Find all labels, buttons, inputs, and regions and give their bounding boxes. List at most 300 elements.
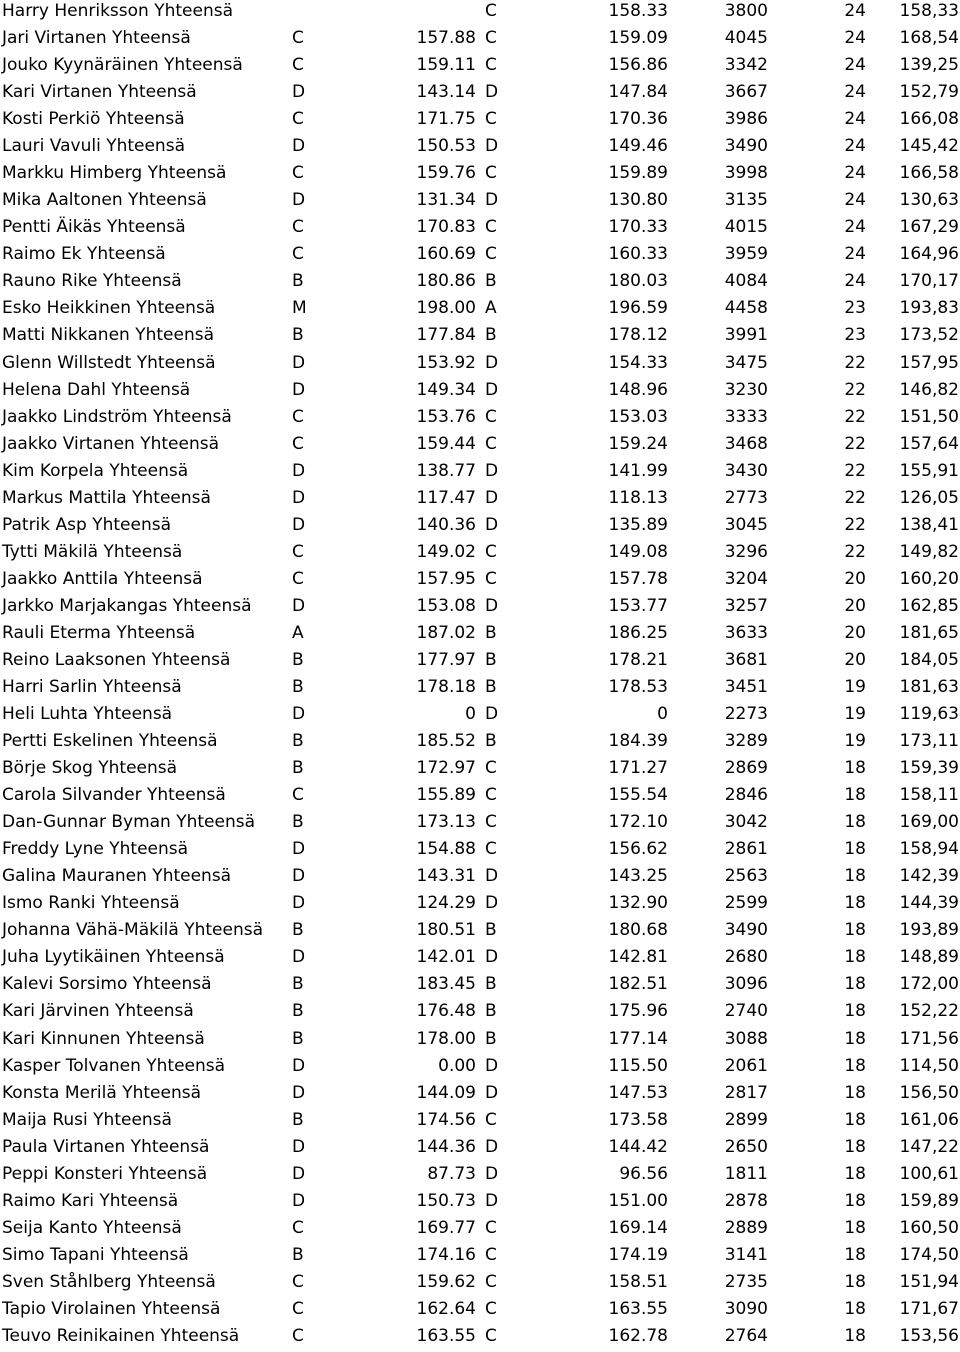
games-count: 18: [844, 920, 866, 941]
class-2: B: [485, 920, 497, 941]
season-average: 100,61: [899, 1163, 959, 1184]
player-name: Patrik Asp Yhteensä: [2, 514, 172, 535]
table-row: [0, 485, 960, 512]
table-row: [0, 620, 960, 647]
average-1: 131.34: [416, 190, 476, 211]
season-average: 166,08: [899, 109, 959, 130]
games-count: 18: [844, 758, 866, 779]
average-1: 155.89: [416, 785, 476, 806]
player-name: Kim Korpela Yhteensä: [2, 460, 189, 481]
player-name: Mika Aaltonen Yhteensä: [2, 190, 207, 211]
class-1: C: [292, 433, 304, 454]
average-1: 153.76: [416, 406, 476, 427]
class-1: C: [292, 541, 304, 562]
total-pins: 3289: [724, 731, 768, 752]
games-count: 18: [844, 1001, 866, 1022]
season-average: 152,22: [899, 1001, 959, 1022]
average-2: 158.33: [608, 1, 668, 21]
season-average: 181,63: [899, 677, 959, 697]
player-name: Markku Himberg Yhteensä: [2, 163, 227, 184]
table-row: [0, 241, 960, 268]
average-2: 163.55: [608, 1298, 668, 1319]
average-2: 149.46: [608, 136, 668, 157]
class-1: C: [292, 406, 304, 427]
games-count: 24: [844, 217, 866, 238]
games-count: 22: [844, 406, 866, 427]
class-2: B: [485, 649, 497, 670]
average-1: 140.36: [416, 514, 476, 535]
total-pins: 3800: [724, 1, 768, 21]
table-row: [0, 971, 960, 998]
class-2: D: [485, 1190, 499, 1211]
class-1: C: [292, 55, 304, 76]
table-row: [0, 1107, 960, 1134]
games-count: 19: [844, 731, 866, 752]
class-2: D: [485, 866, 499, 887]
player-name: Matti Nikkanen Yhteensä: [2, 325, 214, 346]
season-average: 157,64: [899, 433, 959, 454]
table-row: [0, 25, 960, 52]
average-1: 174.16: [416, 1244, 476, 1265]
class-2: C: [485, 244, 497, 265]
class-2: B: [485, 325, 497, 346]
games-count: 18: [844, 839, 866, 860]
total-pins: 3342: [724, 55, 768, 76]
table-row: [0, 1242, 960, 1269]
season-average: 161,06: [899, 1109, 959, 1130]
season-average: 138,41: [899, 514, 959, 535]
class-2: C: [485, 839, 497, 860]
season-average: 171,67: [899, 1298, 959, 1319]
season-average: 147,22: [899, 1136, 959, 1157]
games-count: 18: [844, 1217, 866, 1238]
season-average: 159,89: [899, 1190, 959, 1211]
season-average: 151,94: [899, 1271, 959, 1292]
average-2: 147.84: [608, 82, 668, 103]
season-average: 162,85: [899, 595, 959, 616]
class-2: B: [485, 1001, 497, 1022]
table-row: [0, 404, 960, 431]
table-row: [0, 593, 960, 620]
season-average: 159,39: [899, 758, 959, 779]
average-2: 171.27: [608, 758, 668, 779]
player-name: Ismo Ranki Yhteensä: [2, 893, 180, 914]
class-2: C: [485, 406, 497, 427]
games-count: 18: [844, 785, 866, 806]
total-pins: 2650: [724, 1136, 768, 1157]
total-pins: 3090: [724, 1298, 768, 1319]
class-1: B: [292, 731, 304, 752]
class-1: D: [292, 1082, 306, 1103]
table-row: [0, 0, 960, 25]
player-name: Jarkko Marjakangas Yhteensä: [2, 595, 252, 616]
games-count: 24: [844, 136, 866, 157]
player-name: Tapio Virolainen Yhteensä: [2, 1298, 221, 1319]
class-2: D: [485, 136, 499, 157]
average-1: 143.14: [416, 82, 476, 103]
average-1: 153.92: [416, 352, 476, 373]
average-2: 173.58: [608, 1109, 668, 1130]
total-pins: 3135: [724, 190, 768, 211]
table-row: [0, 160, 960, 187]
average-2: 115.50: [608, 1055, 668, 1076]
average-1: 149.34: [416, 379, 476, 400]
class-1: D: [292, 82, 306, 103]
player-name: Teuvo Reinikainen Yhteensä: [2, 1325, 240, 1346]
games-count: 18: [844, 1028, 866, 1049]
average-1: 178.00: [416, 1028, 476, 1049]
average-2: 162.78: [608, 1325, 668, 1346]
average-1: 177.97: [416, 649, 476, 670]
player-name: Glenn Willstedt Yhteensä: [2, 352, 216, 373]
table-row: [0, 1215, 960, 1242]
season-average: 149,82: [899, 541, 959, 562]
season-average: 193,83: [899, 298, 959, 319]
season-average: 160,20: [899, 568, 959, 589]
total-pins: 2817: [724, 1082, 768, 1103]
average-2: 158.51: [608, 1271, 668, 1292]
player-name: Heli Luhta Yhteensä: [2, 704, 173, 725]
player-name: Kosti Perkiö Yhteensä: [2, 109, 185, 130]
games-count: 18: [844, 1082, 866, 1103]
season-average: 139,25: [899, 55, 959, 76]
class-2: C: [485, 1271, 497, 1292]
table-row: [0, 1134, 960, 1161]
average-1: 180.51: [416, 920, 476, 941]
average-1: 177.84: [416, 325, 476, 346]
games-count: 24: [844, 1, 866, 21]
table-row: [0, 701, 960, 728]
class-2: C: [485, 568, 497, 589]
player-name: Rauno Rike Yhteensä: [2, 271, 182, 292]
table-row: [0, 133, 960, 160]
class-2: D: [485, 704, 499, 725]
average-2: 143.25: [608, 866, 668, 887]
average-1: 153.08: [416, 595, 476, 616]
class-2: B: [485, 271, 497, 292]
season-average: 193,89: [899, 920, 959, 941]
games-count: 22: [844, 433, 866, 454]
total-pins: 2563: [724, 866, 768, 887]
games-count: 20: [844, 649, 866, 670]
player-name: Carola Silvander Yhteensä: [2, 785, 226, 806]
class-1: D: [292, 460, 306, 481]
total-pins: 3257: [724, 595, 768, 616]
total-pins: 1811: [724, 1163, 768, 1184]
player-name: Kasper Tolvanen Yhteensä: [2, 1055, 226, 1076]
class-1: B: [292, 677, 304, 697]
average-1: 157.88: [416, 28, 476, 49]
games-count: 18: [844, 1136, 866, 1157]
class-2: C: [485, 217, 497, 238]
table-row: [0, 890, 960, 917]
total-pins: 2889: [724, 1217, 768, 1238]
season-average: 157,95: [899, 352, 959, 373]
average-1: 173.13: [416, 812, 476, 833]
player-name: Peppi Konsteri Yhteensä: [2, 1163, 208, 1184]
average-2: 184.39: [608, 731, 668, 752]
class-2: B: [485, 974, 497, 995]
class-2: C: [485, 1325, 497, 1346]
average-2: 175.96: [608, 1001, 668, 1022]
games-count: 18: [844, 893, 866, 914]
games-count: 24: [844, 271, 866, 292]
season-average: 164,96: [899, 244, 959, 265]
total-pins: 2899: [724, 1109, 768, 1130]
player-name: Dan-Gunnar Byman Yhteensä: [2, 812, 256, 833]
average-1: 144.36: [416, 1136, 476, 1157]
class-1: D: [292, 1163, 306, 1184]
average-2: 157.78: [608, 568, 668, 589]
average-1: 0: [465, 704, 476, 725]
games-count: 18: [844, 1109, 866, 1130]
average-1: 160.69: [416, 244, 476, 265]
table-row: [0, 1026, 960, 1053]
total-pins: 4045: [724, 28, 768, 49]
season-average: 152,79: [899, 82, 959, 103]
class-1: D: [292, 839, 306, 860]
class-1: C: [292, 28, 304, 49]
class-2: C: [485, 812, 497, 833]
player-name: Jaakko Virtanen Yhteensä: [2, 433, 219, 454]
total-pins: 3986: [724, 109, 768, 130]
class-2: A: [485, 298, 497, 319]
total-pins: 3991: [724, 325, 768, 346]
table-row: [0, 1269, 960, 1296]
total-pins: 3430: [724, 460, 768, 481]
average-1: 144.09: [416, 1082, 476, 1103]
class-1: B: [292, 325, 304, 346]
games-count: 18: [844, 1271, 866, 1292]
season-average: 158,94: [899, 839, 959, 860]
average-2: 156.62: [608, 839, 668, 860]
table-row: [0, 1053, 960, 1080]
player-name: Markus Mattila Yhteensä: [2, 487, 211, 508]
table-row: [0, 52, 960, 79]
class-1: D: [292, 136, 306, 157]
average-1: 138.77: [416, 460, 476, 481]
average-2: 141.99: [608, 460, 668, 481]
total-pins: 3451: [724, 677, 768, 697]
class-2: B: [485, 1028, 497, 1049]
total-pins: 3042: [724, 812, 768, 833]
average-2: 178.12: [608, 325, 668, 346]
player-name: Seija Kanto Yhteensä: [2, 1217, 182, 1238]
season-average: 174,50: [899, 1244, 959, 1265]
games-count: 18: [844, 1055, 866, 1076]
class-1: C: [292, 568, 304, 589]
total-pins: 3667: [724, 82, 768, 103]
class-1: A: [292, 622, 304, 643]
class-1: C: [292, 1271, 304, 1292]
table-row: [0, 674, 960, 701]
average-1: 159.62: [416, 1271, 476, 1292]
average-2: 172.10: [608, 812, 668, 833]
player-name: Paula Virtanen Yhteensä: [2, 1136, 210, 1157]
average-1: 171.75: [416, 109, 476, 130]
season-average: 119,63: [899, 704, 959, 725]
average-2: 180.03: [608, 271, 668, 292]
class-1: D: [292, 947, 306, 968]
season-average: 181,65: [899, 622, 959, 643]
class-2: D: [485, 82, 499, 103]
total-pins: 2273: [724, 704, 768, 725]
class-1: B: [292, 1109, 304, 1130]
season-average: 158,11: [899, 785, 959, 806]
games-count: 22: [844, 352, 866, 373]
table-row: [0, 998, 960, 1025]
class-1: D: [292, 1190, 306, 1211]
total-pins: 3230: [724, 379, 768, 400]
games-count: 22: [844, 541, 866, 562]
class-2: C: [485, 1217, 497, 1238]
class-1: D: [292, 704, 306, 725]
class-2: B: [485, 677, 497, 697]
total-pins: 3333: [724, 406, 768, 427]
total-pins: 2764: [724, 1325, 768, 1346]
total-pins: 3998: [724, 163, 768, 184]
season-average: 171,56: [899, 1028, 959, 1049]
total-pins: 2773: [724, 487, 768, 508]
games-count: 20: [844, 595, 866, 616]
class-1: D: [292, 352, 306, 373]
class-1: C: [292, 163, 304, 184]
average-2: 155.54: [608, 785, 668, 806]
season-average: 160,50: [899, 1217, 959, 1238]
total-pins: 2599: [724, 893, 768, 914]
games-count: 18: [844, 974, 866, 995]
season-average: 153,56: [899, 1325, 959, 1346]
games-count: 24: [844, 163, 866, 184]
class-2: B: [485, 731, 497, 752]
total-pins: 3468: [724, 433, 768, 454]
player-name: Börje Skog Yhteensä: [2, 758, 178, 779]
average-2: 159.24: [608, 433, 668, 454]
total-pins: 2061: [724, 1055, 768, 1076]
season-average: 144,39: [899, 893, 959, 914]
average-1: 159.44: [416, 433, 476, 454]
class-2: D: [485, 487, 499, 508]
table-row: [0, 944, 960, 971]
class-1: M: [292, 298, 307, 319]
table-row: [0, 322, 960, 349]
player-name: Freddy Lyne Yhteensä: [2, 839, 189, 860]
total-pins: 3096: [724, 974, 768, 995]
games-count: 18: [844, 1190, 866, 1211]
average-1: 157.95: [416, 568, 476, 589]
class-2: D: [485, 379, 499, 400]
player-name: Kari Virtanen Yhteensä: [2, 82, 197, 103]
total-pins: 3045: [724, 514, 768, 535]
player-name: Harry Henriksson Yhteensä: [2, 1, 234, 21]
class-2: D: [485, 595, 499, 616]
season-average: 158,33: [899, 1, 959, 21]
class-1: D: [292, 866, 306, 887]
games-count: 24: [844, 190, 866, 211]
class-2: D: [485, 1055, 499, 1076]
games-count: 20: [844, 622, 866, 643]
average-2: 178.21: [608, 649, 668, 670]
average-1: 154.88: [416, 839, 476, 860]
class-1: C: [292, 1217, 304, 1238]
average-2: 186.25: [608, 622, 668, 643]
class-1: B: [292, 920, 304, 941]
class-2: D: [485, 514, 499, 535]
average-2: 118.13: [608, 487, 668, 508]
average-2: 0: [657, 704, 668, 725]
average-1: 124.29: [416, 893, 476, 914]
class-2: D: [485, 1082, 499, 1103]
average-2: 159.89: [608, 163, 668, 184]
total-pins: 4458: [724, 298, 768, 319]
player-name: Reino Laaksonen Yhteensä: [2, 649, 231, 670]
games-count: 18: [844, 1244, 866, 1265]
class-2: C: [485, 28, 497, 49]
player-name: Jouko Kyynäräinen Yhteensä: [2, 55, 243, 76]
games-count: 23: [844, 325, 866, 346]
average-1: 178.18: [416, 677, 476, 697]
class-2: C: [485, 1298, 497, 1319]
average-1: 187.02: [416, 622, 476, 643]
class-1: B: [292, 974, 304, 995]
player-name: Sven Ståhlberg Yhteensä: [2, 1271, 216, 1292]
class-1: C: [292, 109, 304, 130]
games-count: 22: [844, 379, 866, 400]
class-1: D: [292, 1136, 306, 1157]
games-count: 22: [844, 514, 866, 535]
total-pins: 2861: [724, 839, 768, 860]
class-1: C: [292, 1325, 304, 1346]
table-row: [0, 647, 960, 674]
season-average: 130,63: [899, 190, 959, 211]
average-2: 159.09: [608, 28, 668, 49]
average-2: 130.80: [608, 190, 668, 211]
average-2: 144.42: [608, 1136, 668, 1157]
class-1: C: [292, 1298, 304, 1319]
average-2: 196.59: [608, 298, 668, 319]
average-2: 96.56: [619, 1163, 668, 1184]
class-2: C: [485, 433, 497, 454]
average-1: 170.83: [416, 217, 476, 238]
average-2: 142.81: [608, 947, 668, 968]
class-2: D: [485, 1163, 499, 1184]
total-pins: 3088: [724, 1028, 768, 1049]
average-1: 174.56: [416, 1109, 476, 1130]
class-2: C: [485, 785, 497, 806]
class-2: C: [485, 163, 497, 184]
average-1: 117.47: [416, 487, 476, 508]
table-row: [0, 809, 960, 836]
average-2: 151.00: [608, 1190, 668, 1211]
player-name: Raimo Kari Yhteensä: [2, 1190, 179, 1211]
games-count: 24: [844, 82, 866, 103]
player-name: Harri Sarlin Yhteensä: [2, 677, 182, 697]
total-pins: 3141: [724, 1244, 768, 1265]
player-name: Raimo Ek Yhteensä: [2, 244, 166, 265]
season-average: 170,17: [899, 271, 959, 292]
season-average: 142,39: [899, 866, 959, 887]
games-count: 19: [844, 704, 866, 725]
average-1: 163.55: [416, 1325, 476, 1346]
class-2: C: [485, 109, 497, 130]
player-name: Simo Tapani Yhteensä: [2, 1244, 189, 1265]
average-1: 150.73: [416, 1190, 476, 1211]
table-row: [0, 782, 960, 809]
table-row: [0, 863, 960, 890]
average-1: 0.00: [438, 1055, 476, 1076]
player-name: Lauri Vavuli Yhteensä: [2, 136, 185, 157]
season-average: 114,50: [899, 1055, 959, 1076]
